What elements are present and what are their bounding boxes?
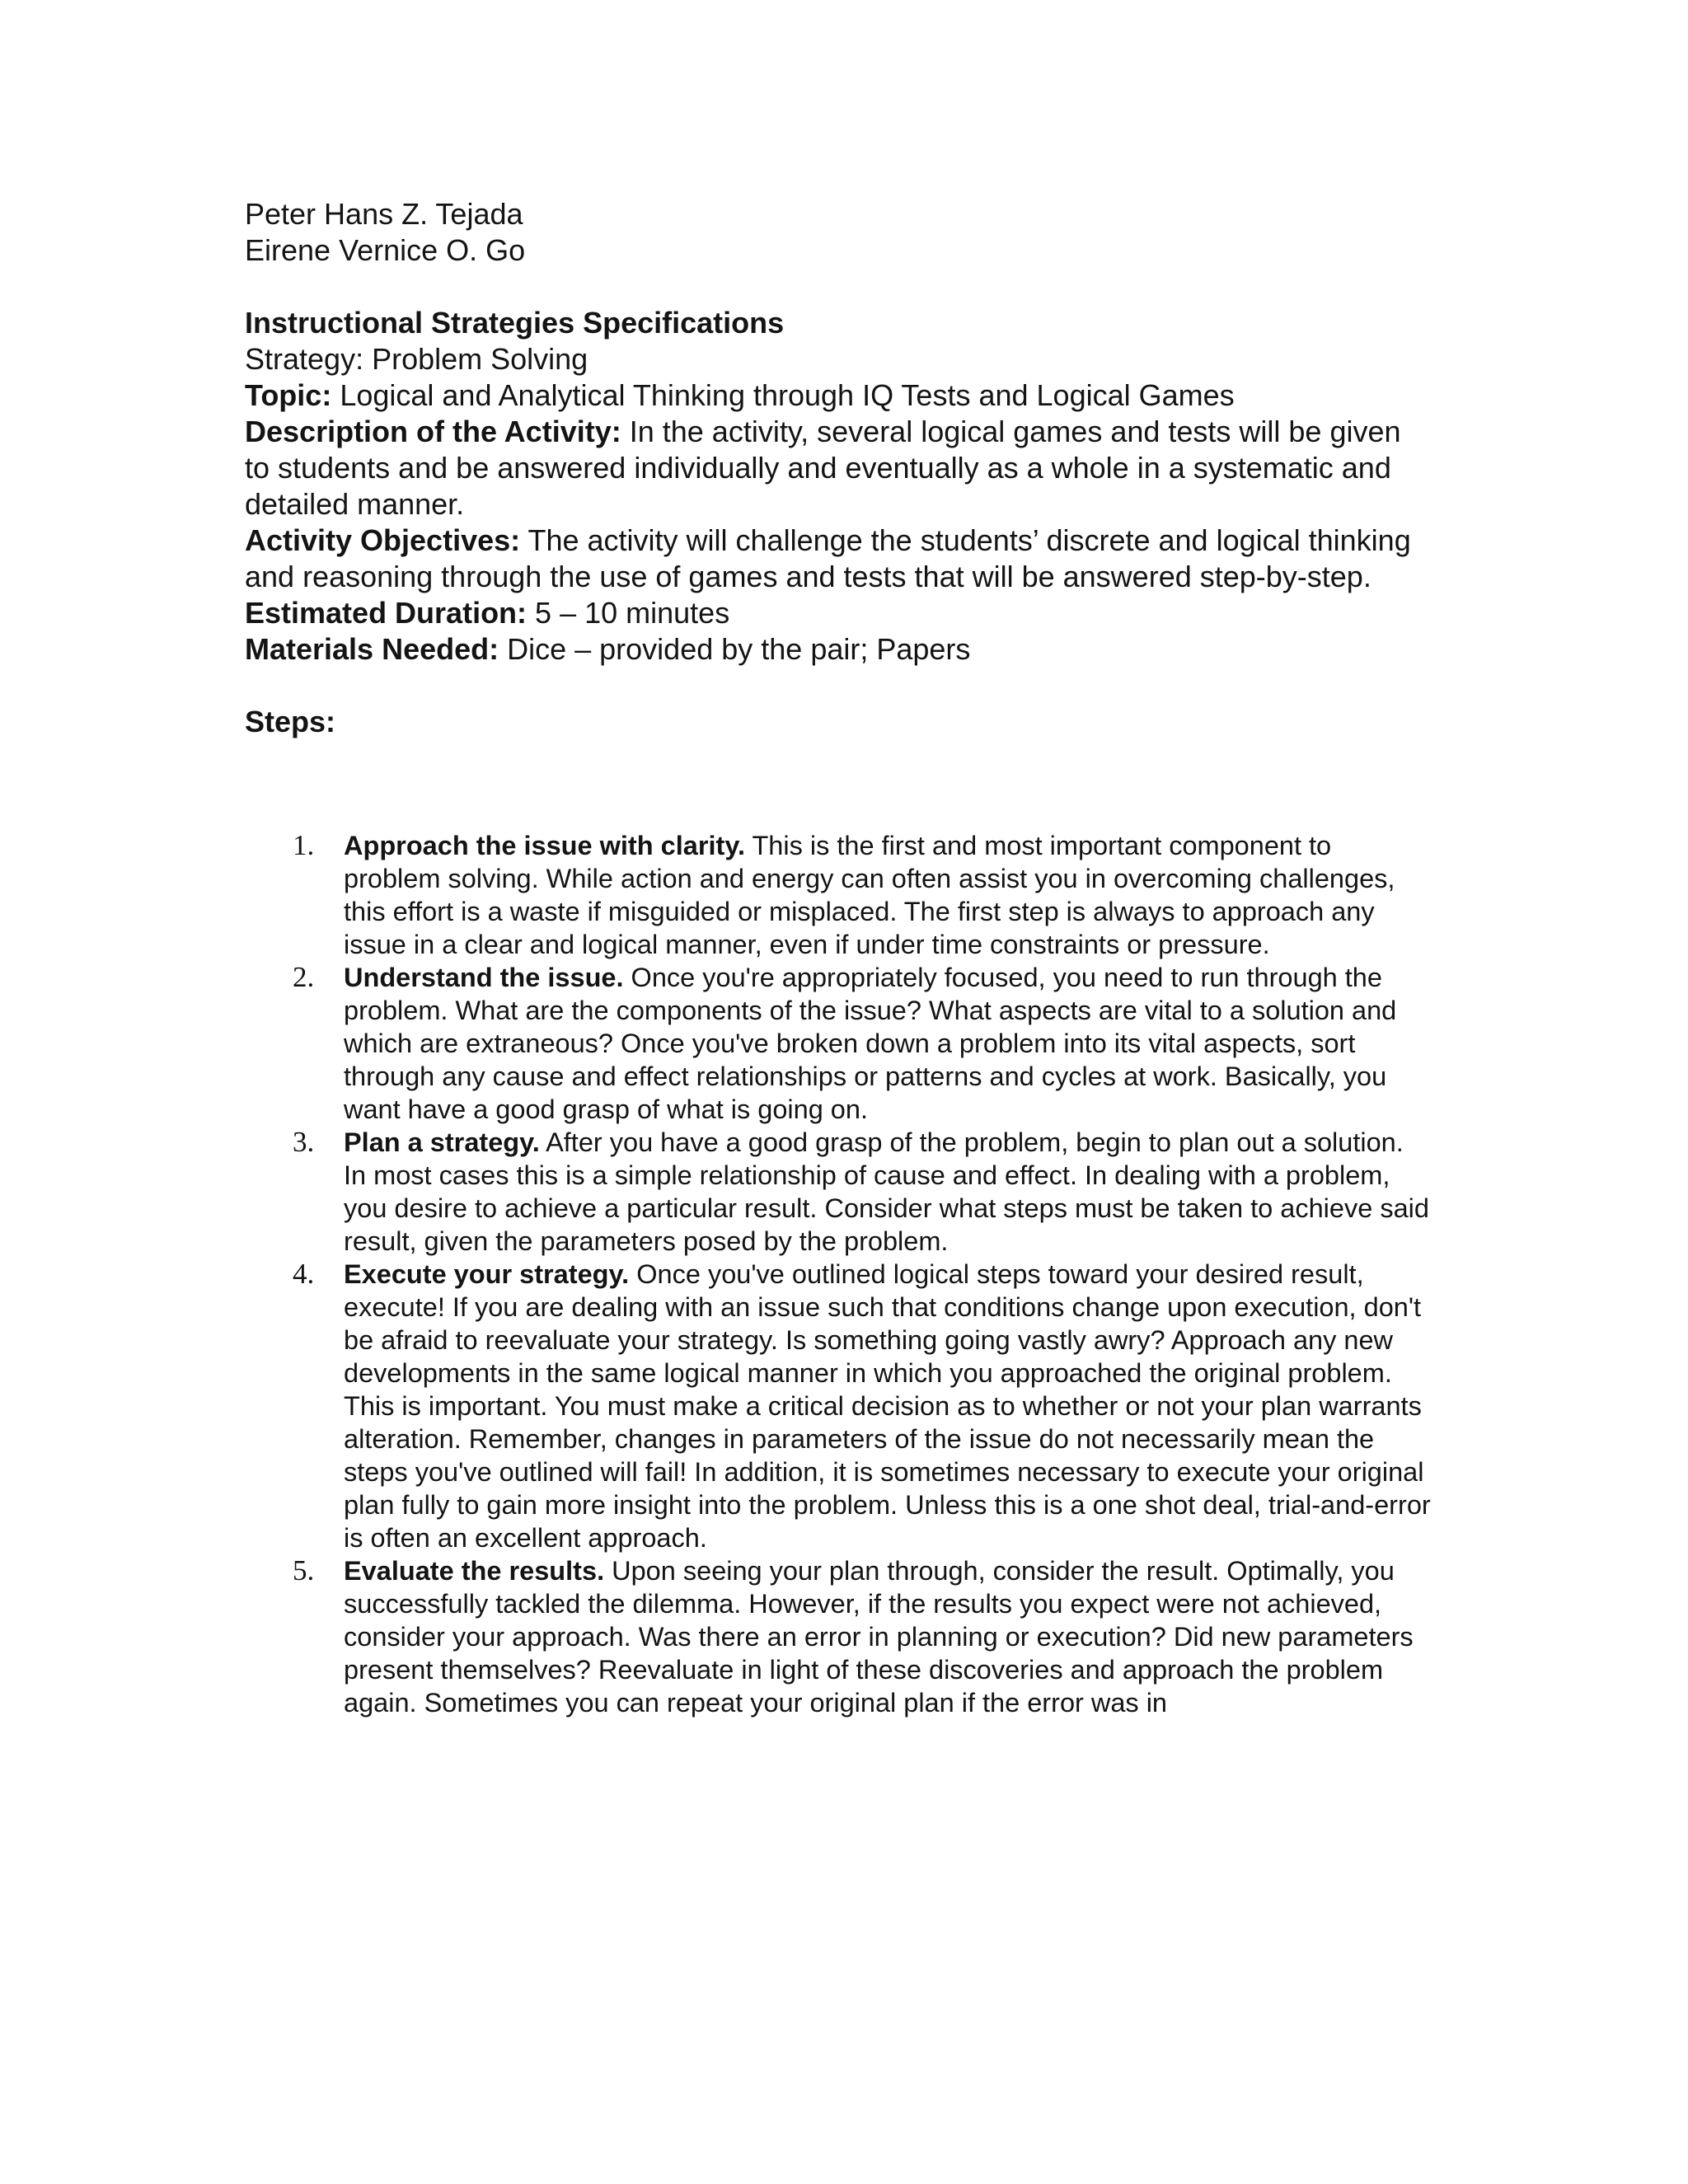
materials-section <box>245 631 1432 668</box>
authors-block <box>245 196 1432 269</box>
step-item <box>245 1258 1432 1554</box>
step-title: Approach the issue with clarity. <box>344 831 746 860</box>
topic-text: Logical and Analytical Thinking through IQ Tests and Logical Games <box>331 378 1235 412</box>
step-title: Understand the issue. <box>344 963 624 992</box>
step-number: 1. <box>293 829 315 861</box>
step-number: 3. <box>293 1126 315 1158</box>
duration-label: Estimated Duration: <box>245 596 528 630</box>
description-text: In the activity, several logical games and tests will be given to students and be answered individually and eventually as a whole in a systematic and detailed manner. <box>245 415 1401 521</box>
step-item <box>245 1126 1432 1258</box>
document-page <box>245 196 1432 1719</box>
step-item <box>245 1554 1432 1719</box>
step-text: Once you're appropriately focused, you need to run through the problem. What are the components of the issue? What aspects are vital to a solution and which are extraneous? Once you've broken down a problem into its vital aspects, sort through any cause and effect relationships or patterns and cycles at work. Basically, you want have a good grasp of what is going on. <box>344 963 1397 1124</box>
document-heading: Instructional Strategies Specifications <box>245 306 785 340</box>
step-item <box>245 829 1432 961</box>
title-block <box>245 305 1432 377</box>
description-label: Description of the Activity: <box>245 415 621 448</box>
author-name: Eirene Vernice O. Go <box>245 233 526 267</box>
topic-label: Topic: <box>245 378 332 412</box>
step-number: 2. <box>293 961 315 993</box>
step-text: Upon seeing your plan through, consider the result. Optimally, you successfully tackled the dilemma. However, if the results you expect were not achieved, consider your approach. Was there an error in planning or execution? Did new parameters present themselves? Reevaluate in light of these discoveries and approach the problem again. Sometimes you can repeat your original plan if the error was in <box>344 1556 1414 1718</box>
step-number: 4. <box>293 1258 315 1290</box>
step-title: Plan a strategy. <box>344 1127 540 1157</box>
steps-list <box>245 829 1432 1719</box>
step-title: Execute your strategy. <box>344 1259 630 1289</box>
step-text: Once you've outlined logical steps toward your desired result, execute! If you are dealing with an issue such that conditions change upon execution, don't be afraid to reevaluate your strategy. Is something going vastly awry? Approach any new developments in the same logical manner in which you approached the original problem. This is important. You must make a critical decision as to whether or not your plan warrants alteration. Remember, changes in parameters of the issue do not necessarily mean the steps you've outlined will fail! In addition, it is sometimes necessary to execute your original plan fully to gain more insight into the problem. Unless this is a one shot deal, trial-and-error is often an excellent approach. <box>344 1259 1431 1553</box>
objectives-label: Activity Objectives: <box>245 523 521 557</box>
step-number: 5. <box>293 1554 315 1586</box>
description-section <box>245 414 1432 523</box>
step-item <box>245 961 1432 1126</box>
duration-section <box>245 595 1432 631</box>
author-name: Peter Hans Z. Tejada <box>245 197 523 231</box>
materials-text: Dice – provided by the pair; Papers <box>499 632 971 666</box>
objectives-section <box>245 523 1432 595</box>
steps-heading: Steps: <box>245 705 336 738</box>
duration-text: 5 – 10 minutes <box>527 596 730 630</box>
topic-section <box>245 377 1432 414</box>
strategy-line: Strategy: Problem Solving <box>245 342 588 376</box>
step-title: Evaluate the results. <box>344 1556 605 1586</box>
step-text: This is the first and most important component to problem solving. While action and energy can often assist you in overcoming challenges, this effort is a waste if misguided or misplaced. The first step is always to approach any issue in a clear and logical manner, even if under time constraints or pressure. <box>344 831 1395 959</box>
step-text: After you have a good grasp of the problem, begin to plan out a solution. In most cases this is a simple relationship of cause and effect. In dealing with a problem, you desire to achieve a particular result. Consider what steps must be taken to achieve said result, given the parameters posed by the problem. <box>344 1127 1429 1256</box>
materials-label: Materials Needed: <box>245 632 499 666</box>
objectives-text: The activity will challenge the students’ discrete and logical thinking and reasoning through the use of games and tests that will be answered step-by-step. <box>245 523 1411 593</box>
